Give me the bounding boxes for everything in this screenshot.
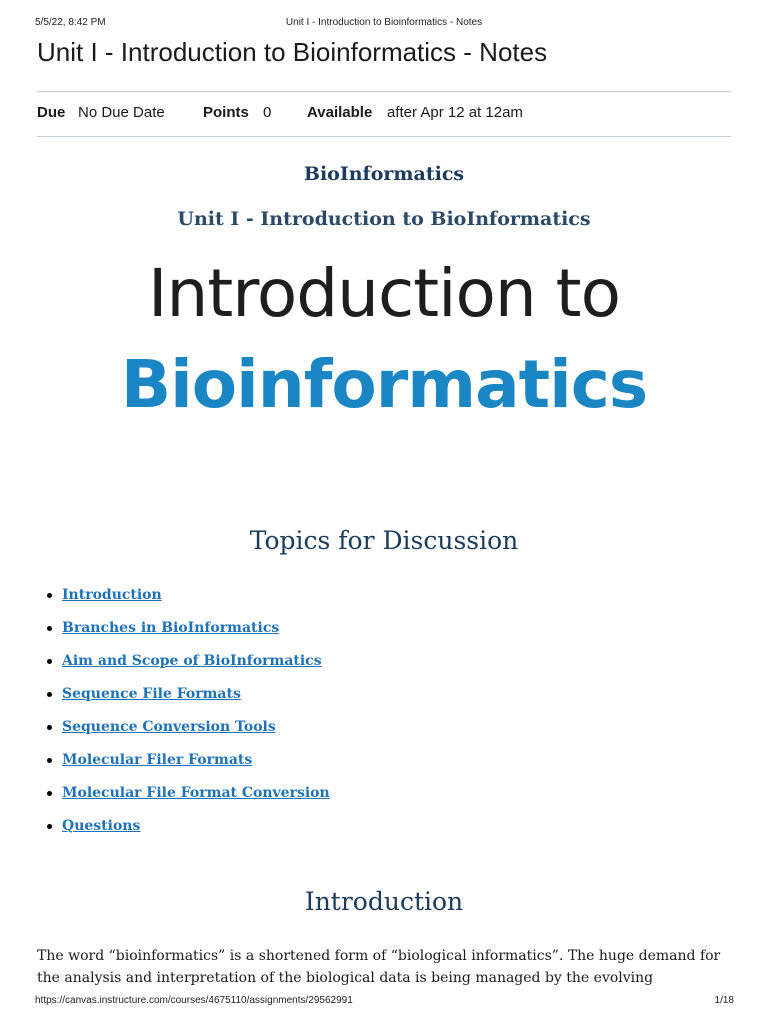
- topic-link-questions[interactable]: Questions: [62, 818, 141, 834]
- print-document-title: Unit I - Introduction to Bioinformatics - Notes: [285, 17, 483, 28]
- introduction-heading: Introduction: [304, 887, 464, 916]
- topic-link-molecular-filer-formats[interactable]: Molecular Filer Formats: [62, 752, 253, 768]
- list-item: [37, 748, 330, 781]
- topics-list: [37, 583, 330, 847]
- topics-heading: Topics for Discussion: [249, 526, 519, 555]
- list-item: [37, 781, 330, 814]
- topic-link-introduction[interactable]: Introduction: [62, 587, 162, 603]
- list-item: [37, 814, 330, 847]
- points-label: Points: [203, 104, 249, 121]
- topic-link-sequence-file-formats[interactable]: Sequence File Formats: [62, 686, 241, 702]
- available-value: after Apr 12 at 12am: [387, 104, 523, 121]
- points-value: 0: [263, 104, 272, 121]
- topic-link-sequence-conversion-tools[interactable]: Sequence Conversion Tools: [62, 719, 276, 735]
- banner-line-1: Introduction to: [148, 255, 620, 332]
- list-item: [37, 616, 330, 649]
- topic-link-aim-scope[interactable]: Aim and Scope of BioInformatics: [62, 653, 322, 669]
- content-heading-unit: Unit I - Introduction to BioInformatics: [177, 208, 591, 230]
- due-value: No Due Date: [78, 104, 165, 121]
- banner-image: [60, 248, 708, 438]
- print-header: [0, 17, 768, 31]
- content-heading-main: BioInformatics: [303, 163, 465, 185]
- list-item: [37, 682, 330, 715]
- list-item: [37, 583, 330, 616]
- print-datetime: 5/5/22, 8:42 PM: [35, 17, 106, 28]
- banner-line-2: Bioinformatics: [120, 346, 648, 423]
- page-number: 1/18: [714, 995, 734, 1006]
- available-label: Available: [307, 104, 373, 121]
- introduction-paragraph: The word “bioinformatics” is a shortened form of “biological informatics”. The huge demand for the analysis and interpretation of the biological data is being managed by the evolving: [37, 948, 721, 986]
- page-title: Unit I - Introduction to Bioinformatics - Notes: [37, 37, 548, 67]
- print-url: https://canvas.instructure.com/courses/4675110/assignments/29562991: [35, 995, 353, 1006]
- divider: [37, 91, 731, 92]
- list-item: [37, 715, 330, 748]
- due-label: Due: [37, 104, 66, 121]
- list-item: [37, 649, 330, 682]
- topic-link-branches[interactable]: Branches in BioInformatics: [62, 620, 280, 636]
- divider: [37, 136, 731, 137]
- print-footer: [0, 995, 768, 1009]
- topic-link-molecular-file-format-conversion[interactable]: Molecular File Format Conversion: [62, 785, 330, 801]
